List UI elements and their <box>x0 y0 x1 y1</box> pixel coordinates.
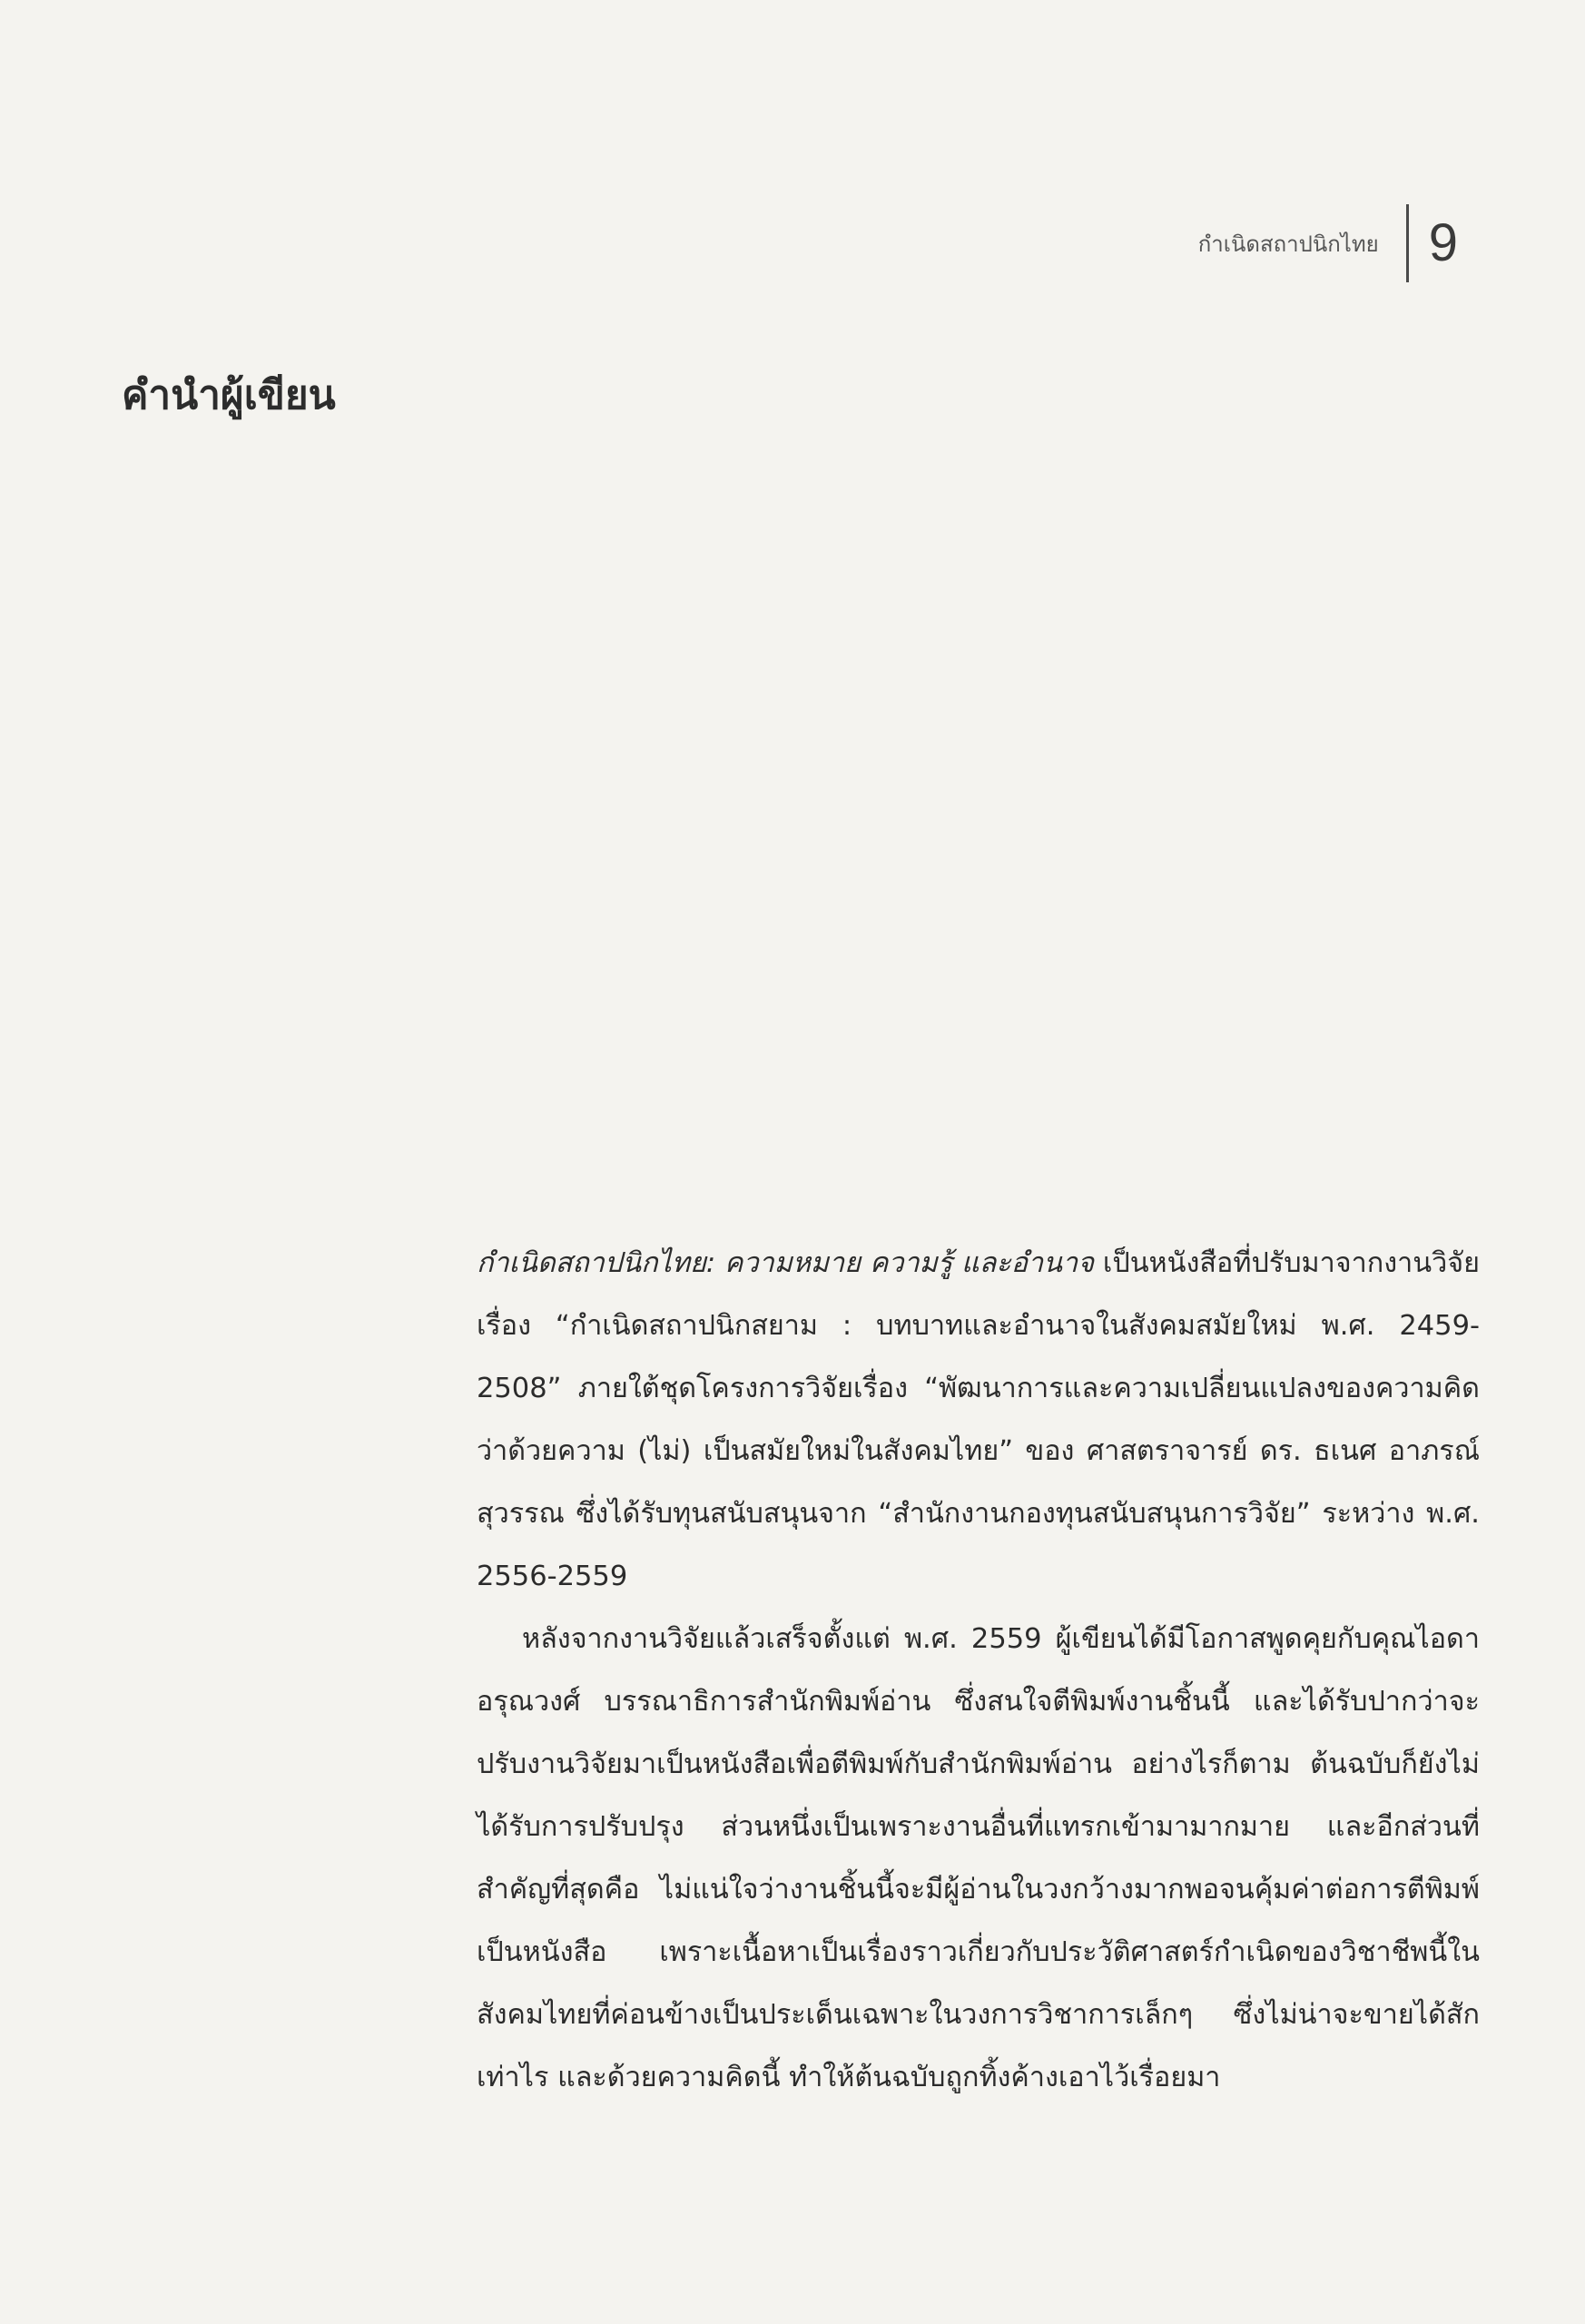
header-divider <box>1406 204 1409 282</box>
paragraph-1 <box>477 1232 1480 1608</box>
running-header <box>1198 207 1458 280</box>
chapter-title: คำนำผู้เขียน <box>122 372 336 419</box>
page-number: 9 <box>1428 213 1458 272</box>
book-title: กำเนิดสถาปนิกไทย: ความหมาย ความรู้ และอำนาจ <box>477 1247 1095 1279</box>
body-text <box>477 1232 1480 2109</box>
running-header-title: กำเนิดสถาปนิกไทย <box>1197 231 1379 257</box>
paragraph-1-text: เป็นหนังสือที่ปรับมาจากงานวิจัยเรื่อง “กำเนิดสถาปนิกสยาม : บทบาทและอำนาจในสังคมสมัยใหม่ พ.ศ. 2459-2508” ภายใต้ชุดโครงการวิจัยเรื่อง “พัฒนาการและความเปลี่ยนแปลงของความคิดว่าด้วยความ (ไม่) เป็นสมัยใหม่ในสังคมไทย” ของ ศาสตราจารย์ ดร. ธเนศ อาภรณ์สุวรรณ ซึ่งได้รับทุนสนับสนุนจาก “สำนักงานกองทุนสนับสนุนการวิจัย” ระหว่าง พ.ศ. 2556-2559 <box>477 1247 1480 1592</box>
paragraph-2: หลังจากงานวิจัยแล้วเสร็จตั้งแต่ พ.ศ. 2559 ผู้เขียนได้มีโอกาสพูดคุยกับคุณไอดา อรุณวงศ์ บรรณาธิการสำนักพิมพ์อ่าน ซึ่งสนใจตีพิมพ์งานชิ้นนี้ และได้รับปากว่าจะปรับงานวิจัยมาเป็นหนังสือเพื่อตีพิมพ์กับสำนักพิมพ์อ่าน อย่างไรก็ตาม ต้นฉบับก็ยังไม่ได้รับการปรับปรุง ส่วนหนึ่งเป็นเพราะงานอื่นที่แทรกเข้ามามากมาย และอีกส่วนที่สำคัญที่สุดคือ ไม่แน่ใจว่างานชิ้นนี้จะมีผู้อ่านในวงกว้างมากพอจนคุ้มค่าต่อการตีพิมพ์เป็นหนังสือ เพราะเนื้อหาเป็นเรื่องราวเกี่ยวกับประวัติศาสตร์กำเนิดของวิชาชีพนี้ในสังคมไทยที่ค่อนข้างเป็นประเด็นเฉพาะในวงการวิชาการเล็กๆ ซึ่งไม่น่าจะขายได้สักเท่าไร และด้วยความคิดนี้ ทำให้ต้นฉบับถูกทิ้งค้างเอาไว้เรื่อยมา <box>477 1623 1480 2093</box>
